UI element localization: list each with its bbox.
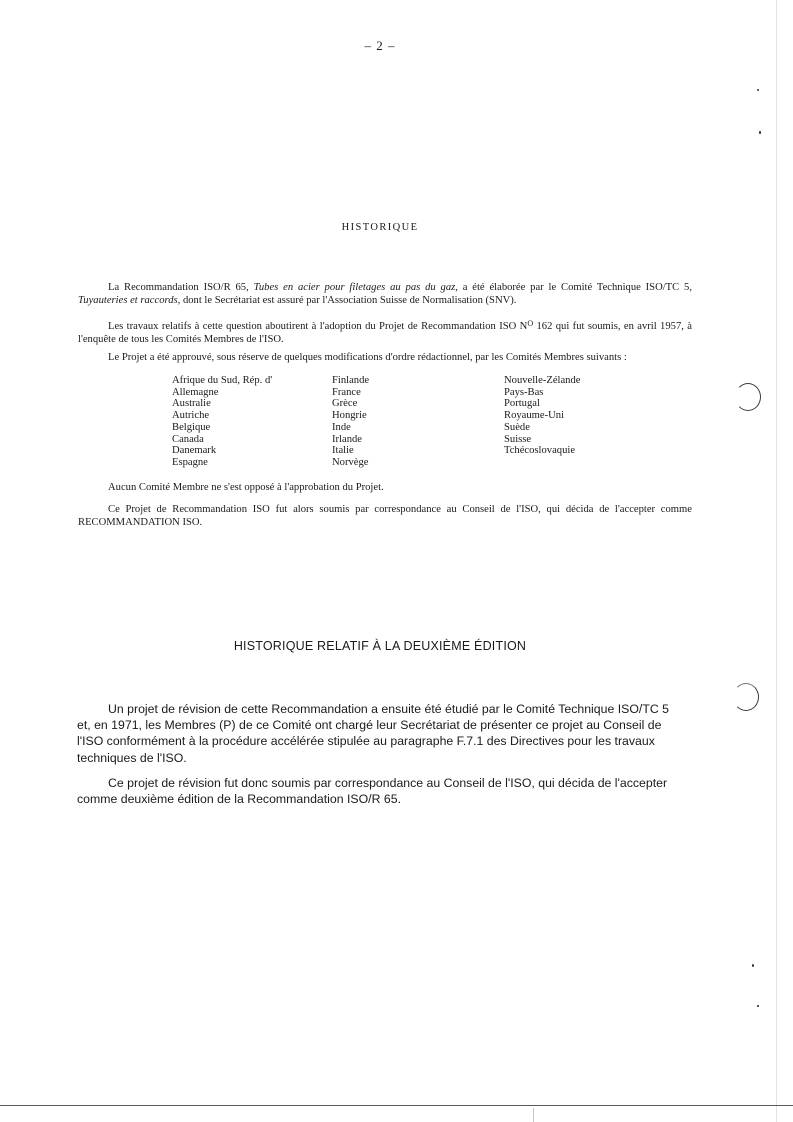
paragraph-draft-adoption: [78, 318, 692, 346]
page-number: – 2 –: [364, 38, 396, 53]
speck-mark: [759, 131, 761, 134]
punch-hole-icon: [733, 683, 759, 711]
paragraph-revision-acceptance: Ce projet de révision fut donc soumis par correspondance au Conseil de l'ISO, qui décida de l'accepter comme deuxième édition de la Recommandation ISO/R 65.: [77, 776, 668, 807]
country-item: Danemark: [172, 445, 217, 457]
p1-committee-italic: Tuyauteries et raccords,: [78, 294, 181, 306]
p1-text-e: dont le Secrétariat est assuré par l'Association Suisse de Normalisation (SNV).: [180, 294, 517, 306]
country-item: Belgique: [172, 421, 211, 433]
country-item: Norvège: [332, 456, 369, 468]
country-item: Autriche: [172, 410, 210, 422]
country-item: Inde: [332, 421, 351, 433]
country-item: France: [332, 386, 361, 398]
country-item: Royaume-Uni: [504, 410, 565, 422]
countries-column-3: [504, 375, 692, 469]
country-item: Hongrie: [332, 410, 367, 422]
paragraph-revision-project: Un projet de révision de cette Recommandation a ensuite été étudié par le Comité Technique ISO/TC 5 et, en 1971, les Membres (P) de ce Comité ont chargé leur Secrétariat de présenter ce projet au Conseil de l'ISO conformément à la procédure accélérée stipulée au paragraphe F.7.1 des Directives pour les travaux techniques de l'ISO.: [77, 702, 669, 765]
country-item: Suisse: [504, 433, 532, 445]
paragraph-council-acceptance: Ce Projet de Recommandation ISO fut alors soumis par correspondance au Conseil de l'ISO, qui décida de l'accepter comme RECOMMANDATION ISO.: [78, 504, 692, 528]
gutter-mark: [533, 1108, 534, 1122]
country-item: Espagne: [172, 456, 208, 468]
paragraph-no-opposition: Aucun Comité Membre ne s'est opposé à l'approbation du Projet.: [108, 482, 384, 493]
punch-hole-icon: [735, 383, 761, 411]
country-item: Afrique du Sud, Rép. d': [172, 375, 273, 386]
speck-mark: [757, 89, 759, 91]
speck-mark: [757, 1005, 759, 1007]
country-item: Nouvelle-Zélande: [504, 375, 581, 386]
p2-superscript: O: [527, 319, 534, 328]
country-item: Grèce: [332, 398, 358, 410]
country-item: Pays-Bas: [504, 386, 544, 398]
country-item: Italie: [332, 445, 354, 457]
country-item: Suède: [504, 421, 530, 433]
country-item: Tchécoslovaquie: [504, 445, 576, 457]
member-countries-list: [172, 375, 692, 469]
country-item: Australie: [172, 398, 211, 410]
p2-text-a: Les travaux relatifs à cette question aboutirent à l'adoption du Projet de Recommandation ISO N: [108, 321, 528, 332]
country-item: Portugal: [504, 398, 540, 410]
p2-text-b: 162 qui fut soumis, en avril 1957, à l'enquête de tous les Comités Membres de l'ISO.: [78, 321, 692, 345]
p1-text-a: La Recommandation ISO/R 65,: [108, 282, 254, 293]
country-item: Canada: [172, 433, 204, 445]
countries-column-2: [332, 375, 504, 469]
paragraph-approval: Le Projet a été approuvé, sous réserve de quelques modifications d'ordre rédactionnel, par les Comités Membres suivants :: [108, 352, 627, 363]
country-item: Finlande: [332, 375, 370, 386]
countries-column-1: [172, 375, 332, 469]
country-item: Irlande: [332, 433, 362, 445]
speck-mark: [752, 964, 754, 967]
section-title-historique: HISTORIQUE: [341, 222, 419, 233]
bottom-rule: [0, 1105, 793, 1106]
scan-edge-line: [776, 0, 777, 1122]
country-item: Allemagne: [172, 386, 219, 398]
paragraph-recommendation-origin: [78, 282, 692, 307]
p1-text-c: , a été élaborée par le Comité Technique ISO/TC 5,: [455, 282, 692, 293]
section-title-second-edition: HISTORIQUE RELATIF À LA DEUXIÈME ÉDITION: [233, 639, 527, 653]
p1-title-italic: Tubes en acier pour filetages au pas du gaz: [253, 282, 456, 293]
